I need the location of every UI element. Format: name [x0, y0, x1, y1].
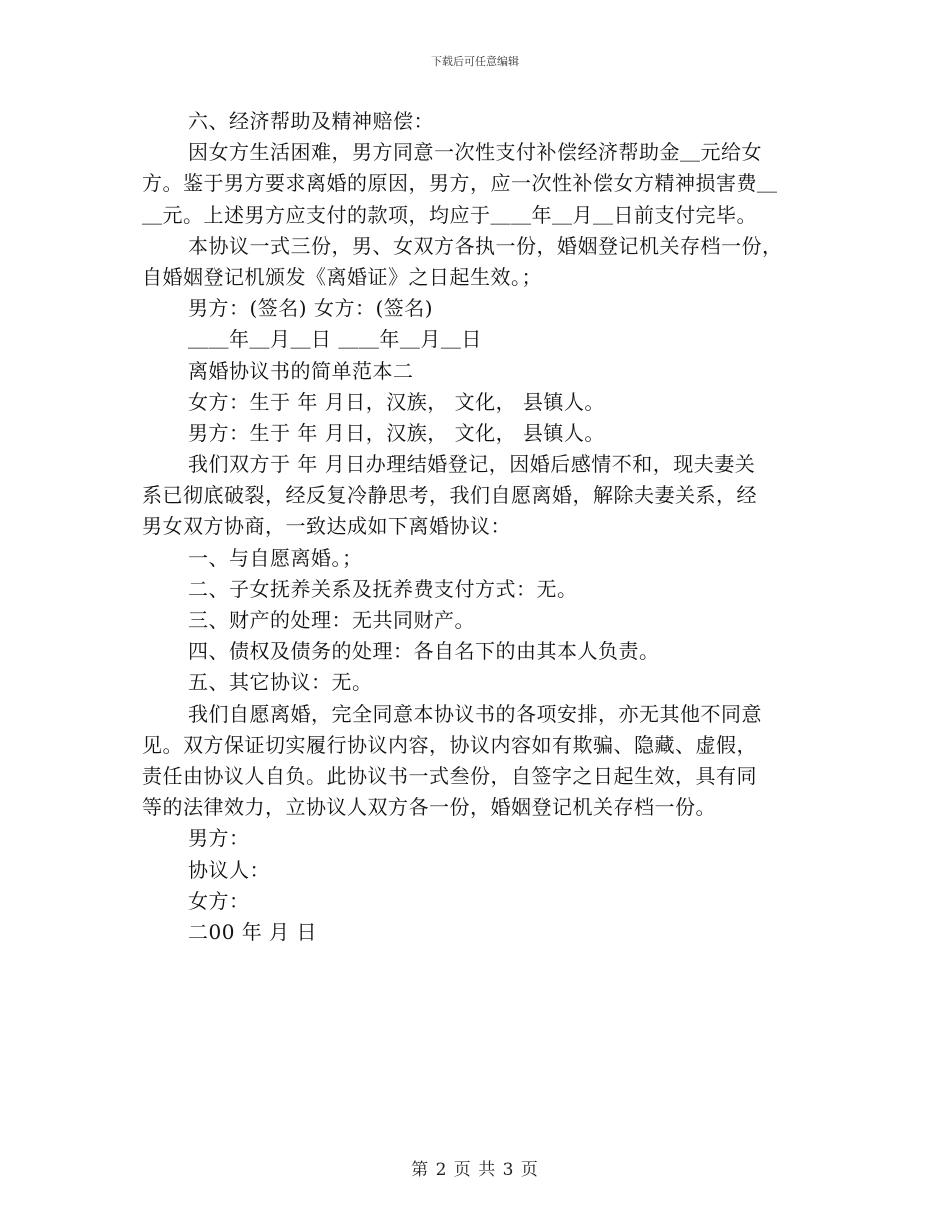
text-line: 自婚姻登记机颁发《离婚证》之日起生效。；	[142, 264, 542, 289]
text-line: 二、子女抚养关系及抚养费支付方式：无。	[188, 576, 578, 601]
text-line: 责任由协议人自负。此协议书一式叁份，自签字之日起生效，具有同	[142, 763, 757, 788]
text-line: 我们双方于 年 月日办理结婚登记，因婚后感情不和，现夫妻关	[188, 452, 756, 477]
text-line: 女方：	[188, 888, 250, 913]
page-number: 第 2 页 共 3 页	[411, 1160, 539, 1180]
text-line: 系已彻底破裂，经反复冷静思考，我们自愿离婚，解除夫妻关系，经	[142, 483, 757, 508]
text-line: 三、财产的处理：无共同财产。	[188, 608, 475, 632]
text-line: 我们自愿离婚，完全同意本协议书的各项安排，亦无其他不同意	[188, 701, 762, 726]
text-line: 六、经济帮助及精神赔偿：	[188, 109, 434, 133]
text-line: ＿元。上述男方应支付的款项，均应于＿＿年＿月＿日前支付完毕。	[142, 202, 757, 227]
text-line: 协议人：	[188, 857, 270, 882]
text-line: 男方：	[188, 826, 250, 851]
text-line: 因女方生活困难，男方同意一次性支付补偿经济帮助金＿元给女	[188, 140, 762, 165]
text-line: 五、其它协议：无。	[188, 670, 373, 695]
text-line: 本协议一式三份，男、女双方各执一份，婚姻登记机关存档一份，	[188, 233, 783, 258]
text-line: 男女双方协商，一致达成如下离婚协议：	[142, 514, 511, 539]
text-line: 女方：生于 年 月日，汉族， 文化， 县镇人。	[188, 389, 605, 414]
text-line: ＿＿年＿月＿日 ＿＿年＿月＿日	[188, 327, 482, 352]
text-line: 离婚协议书的简单范本二	[188, 358, 414, 383]
text-line: 见。双方保证切实履行协议内容，协议内容如有欺骗、隐藏、虚假，	[142, 732, 757, 757]
text-line: 男方：生于 年 月日，汉族， 文化， 县镇人。	[188, 420, 605, 445]
text-line: 等的法律效力，立协议人双方各一份，婚姻登记机关存档一份。	[142, 795, 716, 820]
text-line: 方。鉴于男方要求离婚的原因，男方，应一次性补偿女方精神损害费＿	[142, 171, 778, 196]
page-header: 下载后可任意编辑	[431, 55, 519, 68]
document-body	[142, 106, 810, 948]
text-line: 一、与自愿离婚。；	[188, 545, 363, 570]
text-line: 二00 年 月 日	[188, 919, 318, 944]
text-line: 男方：(签名) 女方：(签名)	[188, 296, 434, 321]
text-line: 四、债权及债务的处理：各自名下的由其本人负责。	[188, 639, 660, 664]
